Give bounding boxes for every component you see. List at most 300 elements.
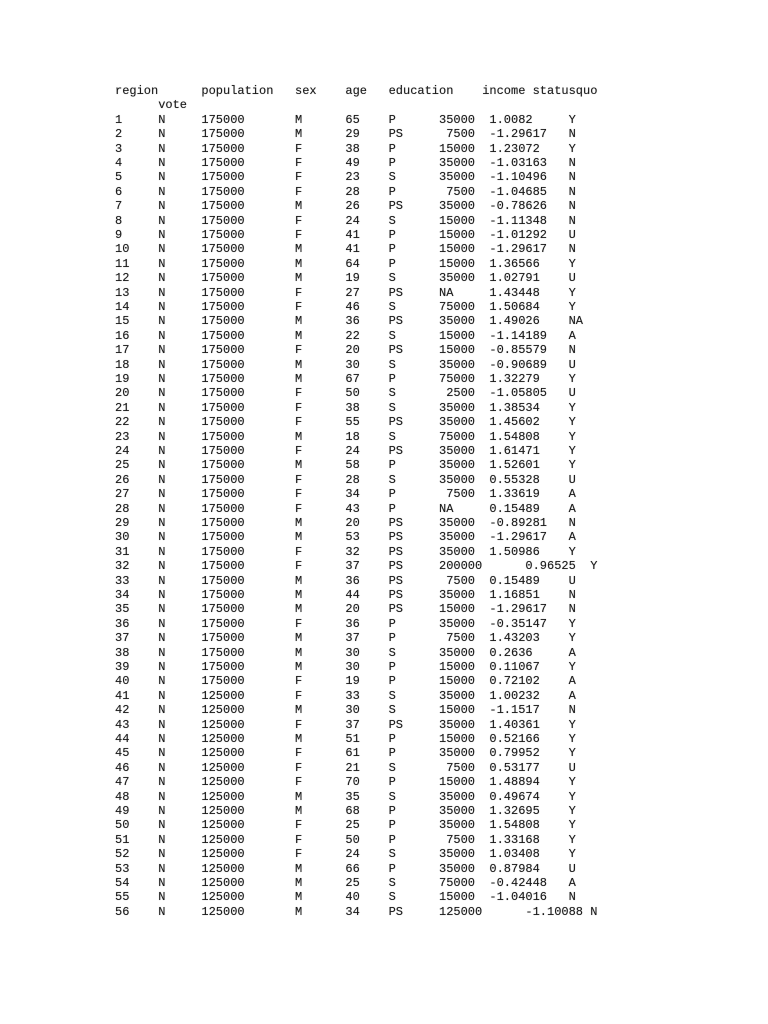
cell-sex: F	[295, 386, 303, 401]
cell-sex: F	[295, 501, 303, 516]
cell-vote: N	[568, 127, 576, 142]
table-row	[0, 703, 768, 717]
cell-region: N	[158, 732, 166, 746]
cell-statusquo: 0.87984	[489, 861, 540, 876]
cell-population: 175000	[201, 674, 245, 689]
table-row	[0, 156, 768, 170]
cell-age: 37	[345, 559, 360, 574]
cell-education: P	[388, 746, 396, 761]
cell-index: 18	[115, 357, 130, 372]
table-row	[0, 617, 768, 631]
cell-region: N	[158, 746, 166, 761]
cell-population: 125000	[201, 760, 245, 775]
cell-statusquo: 1.0082	[489, 112, 533, 127]
cell-region: N	[158, 328, 166, 343]
cell-age: 70	[345, 775, 360, 790]
cell-age: 37	[345, 717, 360, 732]
cell-age: 46	[345, 300, 360, 314]
cell-index: 16	[115, 328, 130, 343]
table-row	[0, 271, 768, 285]
cell-sex: M	[295, 703, 303, 718]
cell-age: 40	[345, 890, 360, 905]
cell-population: 175000	[201, 472, 245, 487]
cell-age: 34	[345, 487, 360, 502]
cell-income: 35000	[439, 314, 476, 329]
cell-income: 15000	[439, 660, 476, 674]
cell-vote: A	[568, 487, 576, 502]
cell-income: 7500	[446, 631, 475, 646]
cell-sex: M	[295, 127, 303, 142]
table-row	[0, 185, 768, 199]
cell-statusquo: -1.10496	[489, 170, 547, 185]
cell-education: P	[388, 501, 396, 516]
cell-index: 39	[115, 660, 130, 674]
cell-income: 35000	[439, 818, 476, 833]
cell-region: N	[158, 199, 166, 214]
cell-income: 15000	[439, 256, 476, 271]
cell-sex: M	[295, 890, 303, 905]
cell-population: 125000	[201, 890, 245, 905]
table-row	[0, 286, 768, 300]
cell-statusquo: 0.79952	[489, 746, 540, 761]
cell-sex: F	[295, 184, 303, 199]
cell-education: P	[388, 775, 396, 790]
cell-income: 35000	[439, 804, 476, 818]
cell-vote: Y	[568, 660, 576, 674]
table-row	[0, 242, 768, 256]
column-header-sex: sex	[295, 84, 317, 98]
cell-vote: A	[568, 674, 576, 689]
cell-age: 22	[345, 328, 360, 343]
cell-income: 35000	[439, 746, 476, 761]
cell-income: 7500	[446, 832, 475, 847]
cell-age: 35	[345, 789, 360, 804]
cell-population: 175000	[201, 314, 245, 329]
cell-sex: M	[295, 256, 303, 271]
cell-education: P	[388, 487, 396, 502]
cell-income: 15000	[439, 141, 476, 156]
cell-education: S	[388, 213, 396, 228]
cell-region: N	[158, 242, 166, 257]
cell-age: 26	[345, 199, 360, 214]
cell-vote: Y	[568, 804, 576, 818]
table-row	[0, 674, 768, 688]
cell-sex: M	[295, 588, 303, 602]
table-row	[0, 228, 768, 242]
cell-vote: A	[568, 645, 576, 660]
cell-index: 10	[115, 242, 130, 257]
cell-education: S	[388, 271, 396, 286]
table-row	[0, 314, 768, 328]
cell-population: 175000	[201, 170, 245, 185]
cell-income: 35000	[439, 444, 476, 458]
cell-income: 35000	[439, 170, 476, 185]
cell-population: 175000	[201, 285, 245, 300]
cell-education: PS	[388, 904, 403, 919]
cell-sex: M	[295, 789, 303, 804]
cell-age: 30	[345, 703, 360, 718]
cell-vote: Y	[568, 544, 576, 559]
cell-education: PS	[388, 530, 403, 545]
cell-vote: U	[568, 573, 576, 588]
cell-population: 175000	[201, 300, 245, 314]
cell-education: S	[388, 170, 396, 185]
cell-age: 30	[345, 645, 360, 660]
table-row	[0, 170, 768, 184]
cell-vote: Y	[568, 300, 576, 314]
cell-age: 27	[345, 285, 360, 300]
cell-index: 50	[115, 818, 130, 833]
cell-population: 175000	[201, 429, 245, 444]
cell-population: 175000	[201, 660, 245, 674]
cell-index: 47	[115, 775, 130, 790]
cell-statusquo: -1.04685	[489, 184, 547, 199]
table-row	[0, 689, 768, 703]
cell-region: N	[158, 876, 166, 890]
cell-age: 41	[345, 242, 360, 257]
cell-income: 75000	[439, 429, 476, 444]
cell-sex: F	[295, 775, 303, 790]
cell-education: PS	[388, 602, 403, 617]
cell-vote: U	[568, 228, 576, 242]
cell-income: 35000	[439, 588, 476, 602]
cell-index: 41	[115, 688, 130, 703]
cell-region: N	[158, 688, 166, 703]
cell-sex: F	[295, 487, 303, 502]
table-row	[0, 890, 768, 904]
cell-statusquo: -1.14189	[489, 328, 547, 343]
cell-index: 13	[115, 285, 130, 300]
cell-sex: F	[295, 616, 303, 631]
cell-population: 175000	[201, 141, 245, 156]
cell-index: 54	[115, 876, 130, 890]
cell-education: PS	[388, 559, 403, 574]
cell-population: 175000	[201, 458, 245, 473]
table-row	[0, 818, 768, 832]
cell-index: 38	[115, 645, 130, 660]
table-row	[0, 775, 768, 789]
cell-index: 4	[115, 156, 123, 170]
cell-income: 35000	[439, 458, 476, 473]
cell-sex: F	[295, 228, 303, 242]
cell-sex: F	[295, 444, 303, 458]
cell-index: 1	[115, 112, 123, 127]
cell-vote: A	[568, 530, 576, 545]
cell-sex: M	[295, 732, 303, 746]
cell-sex: F	[295, 760, 303, 775]
table-row	[0, 458, 768, 472]
cell-index: 3	[115, 141, 123, 156]
cell-vote: U	[568, 271, 576, 286]
cell-region: N	[158, 616, 166, 631]
cell-statusquo: -1.10088	[525, 904, 583, 919]
cell-sex: F	[295, 559, 303, 574]
cell-region: N	[158, 487, 166, 502]
cell-age: 50	[345, 386, 360, 401]
cell-population: 125000	[201, 832, 245, 847]
cell-statusquo: 0.55328	[489, 472, 540, 487]
cell-income: 15000	[439, 732, 476, 746]
cell-sex: F	[295, 472, 303, 487]
cell-sex: M	[295, 530, 303, 545]
table-row	[0, 660, 768, 674]
cell-statusquo: 1.32695	[489, 804, 540, 818]
cell-population: 175000	[201, 228, 245, 242]
cell-region: N	[158, 429, 166, 444]
cell-income: 35000	[439, 357, 476, 372]
cell-education: P	[388, 818, 396, 833]
cell-education: PS	[388, 199, 403, 214]
cell-income: 35000	[439, 530, 476, 545]
cell-index: 14	[115, 300, 130, 314]
cell-statusquo: 1.50986	[489, 544, 540, 559]
cell-age: 67	[345, 372, 360, 386]
cell-index: 15	[115, 314, 130, 329]
cell-statusquo: 1.36566	[489, 256, 540, 271]
cell-education: P	[388, 660, 396, 674]
cell-sex: M	[295, 573, 303, 588]
cell-region: N	[158, 789, 166, 804]
cell-sex: M	[295, 199, 303, 214]
cell-population: 175000	[201, 256, 245, 271]
cell-education: PS	[388, 343, 403, 358]
cell-statusquo: 0.96525	[525, 559, 576, 574]
cell-age: 49	[345, 156, 360, 170]
cell-population: 125000	[201, 818, 245, 833]
cell-index: 7	[115, 199, 123, 214]
cell-income: 75000	[439, 372, 476, 386]
cell-statusquo: 0.53177	[489, 760, 540, 775]
cell-population: 175000	[201, 328, 245, 343]
table-header-row-wrapped	[0, 98, 768, 112]
cell-education: S	[388, 400, 396, 415]
cell-statusquo: 1.54808	[489, 429, 540, 444]
cell-income: 35000	[439, 688, 476, 703]
cell-region: N	[158, 717, 166, 732]
cell-region: N	[158, 645, 166, 660]
cell-sex: M	[295, 645, 303, 660]
cell-education: P	[388, 156, 396, 170]
cell-age: 28	[345, 472, 360, 487]
cell-income: 15000	[439, 602, 476, 617]
cell-sex: F	[295, 746, 303, 761]
cell-index: 21	[115, 400, 130, 415]
cell-population: 175000	[201, 127, 245, 142]
cell-income: 7500	[446, 487, 475, 502]
cell-age: 50	[345, 832, 360, 847]
cell-sex: M	[295, 631, 303, 646]
cell-population: 175000	[201, 559, 245, 574]
cell-income: 35000	[439, 847, 476, 862]
cell-region: N	[158, 357, 166, 372]
cell-sex: F	[295, 847, 303, 862]
cell-sex: F	[295, 213, 303, 228]
table-row	[0, 199, 768, 213]
cell-sex: M	[295, 602, 303, 617]
cell-age: 25	[345, 876, 360, 890]
cell-index: 34	[115, 588, 130, 602]
column-header-population: population	[201, 84, 274, 98]
cell-population: 175000	[201, 112, 245, 127]
cell-vote: NA	[568, 314, 583, 329]
cell-vote: N	[568, 890, 576, 905]
cell-statusquo: -1.29617	[489, 242, 547, 257]
cell-statusquo: 1.45602	[489, 415, 540, 430]
cell-vote: A	[568, 328, 576, 343]
cell-statusquo: 1.49026	[489, 314, 540, 329]
cell-sex: F	[295, 717, 303, 732]
table-row	[0, 761, 768, 775]
cell-vote: N	[568, 343, 576, 358]
column-header-vote: vote	[158, 98, 187, 113]
cell-education: S	[388, 645, 396, 660]
cell-vote: Y	[568, 285, 576, 300]
cell-age: 38	[345, 400, 360, 415]
table-row	[0, 214, 768, 228]
cell-age: 20	[345, 343, 360, 358]
cell-vote: U	[568, 861, 576, 876]
cell-education: S	[388, 386, 396, 401]
cell-education: P	[388, 242, 396, 257]
cell-region: N	[158, 516, 166, 530]
cell-index: 37	[115, 631, 130, 646]
cell-statusquo: -0.85579	[489, 343, 547, 358]
cell-statusquo: -1.03163	[489, 156, 547, 170]
table-row	[0, 487, 768, 501]
cell-population: 125000	[201, 703, 245, 718]
cell-sex: M	[295, 271, 303, 286]
cell-population: 175000	[201, 588, 245, 602]
cell-population: 125000	[201, 746, 245, 761]
cell-sex: M	[295, 242, 303, 257]
cell-income: 15000	[439, 213, 476, 228]
table-row	[0, 559, 768, 573]
cell-vote: N	[568, 242, 576, 257]
cell-index: 55	[115, 890, 130, 905]
cell-vote: U	[568, 357, 576, 372]
cell-vote: Y	[568, 256, 576, 271]
cell-sex: F	[295, 674, 303, 689]
cell-income: 2500	[446, 386, 475, 401]
cell-index: 8	[115, 213, 123, 228]
cell-region: N	[158, 674, 166, 689]
cell-population: 125000	[201, 904, 245, 919]
cell-population: 125000	[201, 789, 245, 804]
cell-statusquo: -1.04016	[489, 890, 547, 905]
table-row	[0, 473, 768, 487]
cell-education: PS	[388, 588, 403, 602]
cell-region: N	[158, 890, 166, 905]
table-row	[0, 430, 768, 444]
cell-population: 175000	[201, 184, 245, 199]
cell-statusquo: 1.33619	[489, 487, 540, 502]
cell-region: N	[158, 343, 166, 358]
cell-education: PS	[388, 573, 403, 588]
cell-statusquo: -1.05805	[489, 386, 547, 401]
cell-income: 35000	[439, 400, 476, 415]
cell-region: N	[158, 775, 166, 790]
table-row	[0, 257, 768, 271]
cell-population: 175000	[201, 530, 245, 545]
table-row	[0, 372, 768, 386]
cell-vote: Y	[568, 818, 576, 833]
cell-statusquo: -1.01292	[489, 228, 547, 242]
cell-index: 9	[115, 228, 123, 242]
cell-population: 175000	[201, 487, 245, 502]
cell-statusquo: 1.32279	[489, 372, 540, 386]
cell-index: 25	[115, 458, 130, 473]
cell-age: 20	[345, 516, 360, 530]
table-row	[0, 300, 768, 314]
cell-age: 24	[345, 444, 360, 458]
cell-income: 35000	[439, 789, 476, 804]
cell-region: N	[158, 861, 166, 876]
cell-age: 68	[345, 804, 360, 818]
cell-age: 51	[345, 732, 360, 746]
cell-index: 56	[115, 904, 130, 919]
cell-index: 17	[115, 343, 130, 358]
cell-sex: F	[295, 818, 303, 833]
cell-income: NA	[439, 501, 454, 516]
table-row	[0, 142, 768, 156]
cell-income: 15000	[439, 703, 476, 718]
cell-population: 125000	[201, 717, 245, 732]
cell-income: 7500	[446, 573, 475, 588]
cell-region: N	[158, 559, 166, 574]
cell-population: 175000	[201, 357, 245, 372]
cell-vote: Y	[568, 717, 576, 732]
cell-index: 52	[115, 847, 130, 862]
cell-population: 175000	[201, 501, 245, 516]
table-row	[0, 804, 768, 818]
cell-statusquo: 1.48894	[489, 775, 540, 790]
cell-statusquo: 0.15489	[489, 501, 540, 516]
cell-vote: Y	[568, 847, 576, 862]
cell-age: 38	[345, 141, 360, 156]
cell-index: 30	[115, 530, 130, 545]
cell-education: P	[388, 832, 396, 847]
cell-sex: M	[295, 861, 303, 876]
cell-statusquo: -0.42448	[489, 876, 547, 890]
table-row	[0, 415, 768, 429]
cell-income: 35000	[439, 415, 476, 430]
cell-sex: F	[295, 285, 303, 300]
cell-index: 45	[115, 746, 130, 761]
cell-index: 6	[115, 184, 123, 199]
cell-education: S	[388, 300, 396, 314]
cell-population: 175000	[201, 573, 245, 588]
cell-index: 27	[115, 487, 130, 502]
cell-age: 19	[345, 271, 360, 286]
cell-income: 35000	[439, 645, 476, 660]
cell-income: 15000	[439, 343, 476, 358]
cell-statusquo: -0.89281	[489, 516, 547, 530]
cell-index: 48	[115, 789, 130, 804]
cell-population: 125000	[201, 732, 245, 746]
cell-vote: N	[568, 602, 576, 617]
cell-income: 35000	[439, 271, 476, 286]
cell-sex: M	[295, 660, 303, 674]
cell-statusquo: -1.11348	[489, 213, 547, 228]
cell-age: 55	[345, 415, 360, 430]
cell-income: 35000	[439, 516, 476, 530]
cell-statusquo: 1.52601	[489, 458, 540, 473]
column-header-statusquo: statusquo	[532, 84, 598, 98]
cell-population: 175000	[201, 156, 245, 170]
cell-vote: Y	[568, 415, 576, 430]
cell-age: 24	[345, 213, 360, 228]
cell-population: 125000	[201, 861, 245, 876]
